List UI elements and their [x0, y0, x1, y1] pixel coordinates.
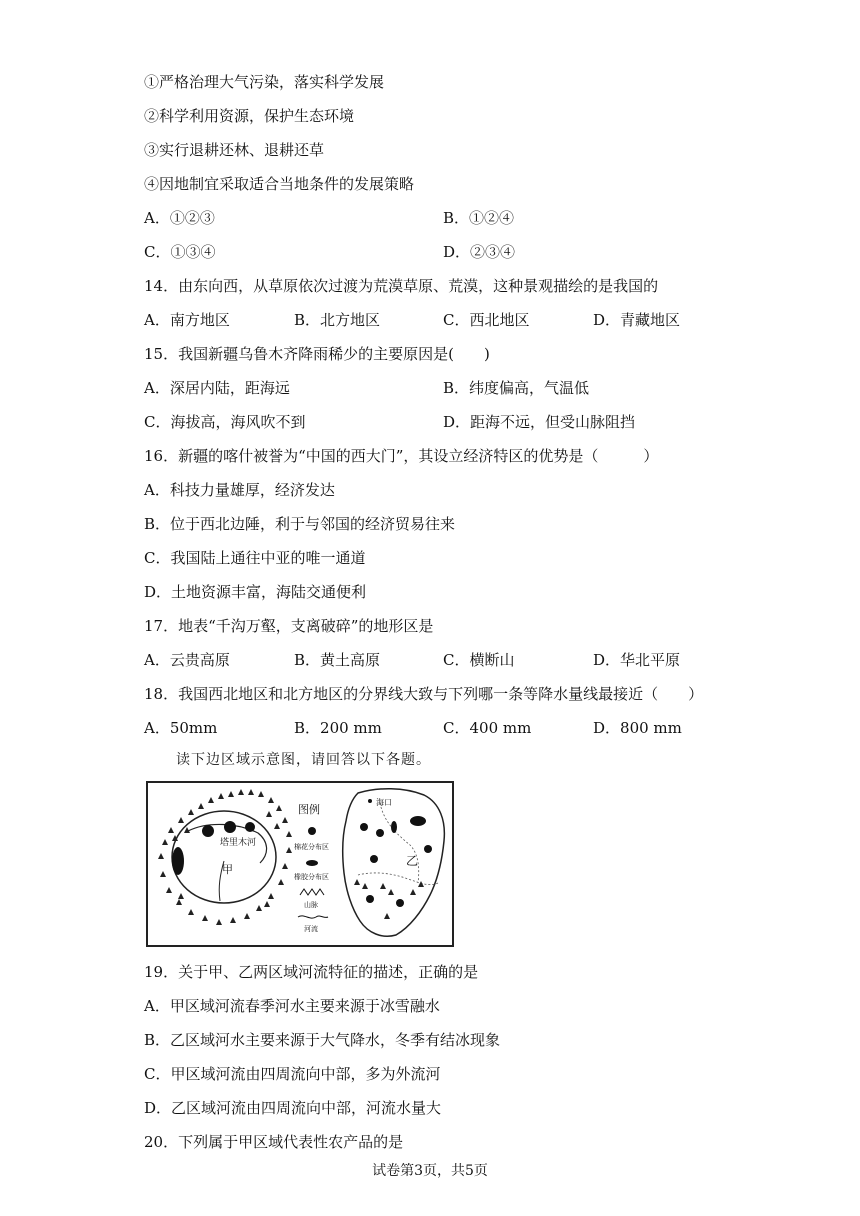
q15-stem: 15．我国新疆乌鲁木齐降雨稀少的主要原因是( ): [144, 345, 490, 363]
q18-option-b: B．200 mm: [294, 719, 382, 737]
q15-option-a: A．深居内陆，距海远: [144, 379, 290, 397]
q16-option-a: A．科技力量雄厚，经济发达: [144, 481, 335, 499]
region-a-label: 甲: [222, 863, 233, 876]
legend-rubber-icon: [306, 860, 318, 866]
legend-cotton-label: 棉花分布区: [294, 843, 329, 851]
q19-option-a: A．甲区域河流春季河水主要来源于冰雪融水: [144, 997, 440, 1015]
q15-option-d: D．距海不远，但受山脉阻挡: [443, 413, 636, 431]
city-label: 海口: [376, 798, 392, 807]
island-outline: [343, 789, 445, 937]
cotton-dot: [245, 822, 255, 832]
rubber-oval: [172, 847, 184, 875]
q19-option-b: B．乙区域河水主要来源于大气降水，冬季有结冰现象: [144, 1031, 501, 1049]
q14-option-c: C．西北地区: [443, 311, 530, 329]
q14-option-a: A．南方地区: [144, 311, 230, 329]
q13-option-a: A．①②③: [144, 209, 215, 227]
q19-option-d: D．乙区域河流由四周流向中部，河流水量大: [144, 1099, 442, 1117]
q16-stem: 16．新疆的喀什被誉为“中国的西大门”，其设立经济特区的优势是（ ）: [144, 447, 659, 465]
island-boundary: [380, 803, 419, 883]
q18-stem: 18．我国西北地区和北方地区的分界线大致与下列哪一条等降水量线最接近（ ）: [144, 685, 704, 703]
q18-option-c: C．400 mm: [443, 719, 532, 737]
q14-stem: 14．由东向西，从草原依次过渡为荒漠草原、荒漠，这种景观描绘的是我国的: [144, 277, 659, 295]
q16-option-b: B．位于西北边陲，利于与邻国的经济贸易往来: [144, 515, 456, 533]
q17-stem: 17．地表“千沟万壑，支离破碎”的地形区是: [144, 617, 434, 635]
q16-option-c: C．我国陆上通往中亚的唯一通道: [144, 549, 366, 567]
cotton-dot: [202, 825, 214, 837]
q13-item-4: ④因地制宜采取适合当地条件的发展策略: [144, 175, 415, 193]
cotton-dot: [366, 895, 374, 903]
q13-item-1: ①严格治理大气污染，落实科学发展: [144, 73, 385, 91]
q13-option-b: B．①②④: [443, 209, 515, 227]
city-dot: [368, 799, 372, 803]
q17-option-a: A．云贵高原: [144, 651, 230, 669]
q20-stem: 20．下列属于甲区域代表性农产品的是: [144, 1133, 404, 1151]
island-mountains: [354, 879, 424, 919]
legend-mountain-label: 山脉: [304, 901, 318, 909]
region-b-label: 乙: [406, 854, 419, 868]
page-footer: 试卷第3页，共5页: [372, 1163, 488, 1179]
map-intro: 读下边区域示意图，请回答以下各题。: [176, 752, 431, 768]
q15-option-b: B．纬度偏高，气温低: [443, 379, 590, 397]
q13-item-2: ②科学利用资源，保护生态环境: [144, 107, 355, 125]
q13-item-3: ③实行退耕还林、退耕还草: [144, 141, 325, 159]
q19-stem: 19．关于甲、乙两区域河流特征的描述，正确的是: [144, 963, 479, 981]
legend-title: 图例: [298, 803, 320, 816]
cotton-dot: [224, 821, 236, 833]
q17-option-b: B．黄土高原: [294, 651, 381, 669]
legend-river-label: 河流: [304, 925, 318, 933]
cotton-dot: [396, 899, 404, 907]
cotton-dot: [360, 823, 368, 831]
q19-option-c: C．甲区域河流由四周流向中部，多为外流河: [144, 1065, 441, 1083]
q13-option-d: D．②③④: [443, 243, 516, 261]
region-map: [146, 781, 454, 947]
rubber-oval: [410, 816, 426, 826]
legend-river-icon: [298, 916, 328, 918]
q17-option-d: D．华北平原: [593, 651, 681, 669]
q18-option-d: D．800 mm: [593, 719, 682, 737]
q16-option-d: D．土地资源丰富，海陆交通便利: [144, 583, 367, 601]
q13-option-c: C．①③④: [144, 243, 216, 261]
legend-cotton-icon: [308, 827, 316, 835]
river-label: 塔里木河: [220, 838, 257, 848]
q14-option-b: B．北方地区: [294, 311, 381, 329]
q14-option-d: D．青藏地区: [593, 311, 681, 329]
cotton-dot: [424, 845, 432, 853]
cotton-dot: [376, 829, 384, 837]
rubber-oval: [391, 821, 397, 833]
island-boundary-2: [358, 873, 438, 885]
region-map-svg: [148, 783, 452, 945]
cotton-dot: [370, 855, 378, 863]
legend-mountain-icon: [300, 889, 324, 895]
q15-option-c: C．海拔高，海风吹不到: [144, 413, 306, 431]
legend-rubber-label: 橡胶分布区: [294, 873, 329, 881]
q18-option-a: A．50mm: [144, 719, 218, 737]
q17-option-c: C．横断山: [443, 651, 515, 669]
